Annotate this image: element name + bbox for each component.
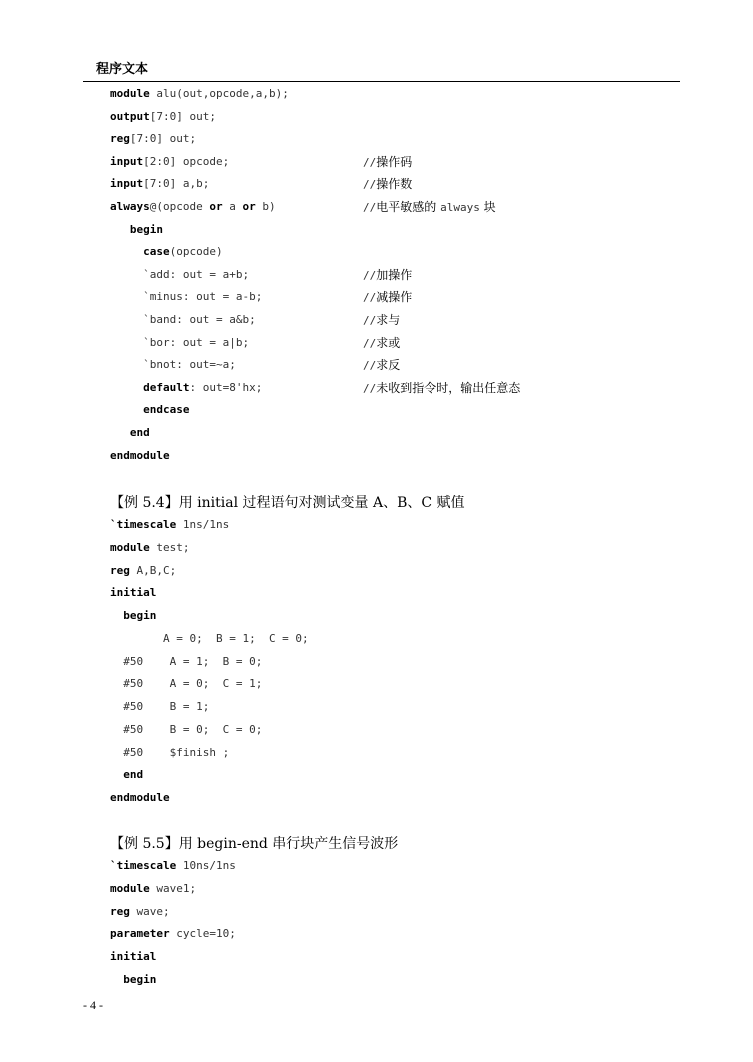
code-indent [110, 290, 143, 303]
code-indent [110, 768, 123, 781]
code-comment [363, 357, 400, 374]
code-line [110, 86, 289, 102]
code-line [110, 654, 262, 670]
header-rule [83, 81, 680, 82]
code-line [110, 699, 209, 715]
code-indent [110, 609, 123, 622]
code-keyword: default [143, 380, 190, 394]
code-text: #50 $finish ; [110, 745, 230, 759]
code-indent [110, 245, 143, 258]
code-line [110, 244, 223, 260]
comment-text: 未收到指令时，输出任意态 [376, 380, 521, 395]
code-indent [110, 403, 143, 416]
code-keyword: initial [110, 950, 157, 964]
code-text: [7:0] a,b; [143, 177, 210, 191]
code-keyword: reg [110, 132, 130, 146]
code-text: a [222, 200, 243, 213]
code-line [110, 540, 190, 556]
code-line [110, 767, 143, 783]
code-line [110, 222, 163, 238]
code-keyword: module [110, 881, 150, 895]
code-text: test; [149, 540, 190, 554]
code-line [110, 109, 216, 125]
code-text: alu(out,opcode,a,b); [149, 87, 289, 100]
code-line [110, 972, 156, 988]
code-comment [363, 289, 412, 306]
code-comment [363, 267, 412, 284]
comment-slash: // [363, 268, 377, 282]
code-indent [110, 426, 130, 439]
comment-text: 操作数 [376, 177, 413, 192]
code-keyword: module [110, 540, 150, 554]
code-line [110, 631, 309, 647]
code-text: [7:0] out; [129, 132, 197, 146]
code-text: #50 A = 0; C = 1; [110, 677, 263, 691]
code-keyword: input [110, 177, 144, 191]
comment-text: 求与 [376, 313, 401, 327]
code-keyword: module [110, 87, 150, 100]
comment-slash: // [363, 291, 377, 305]
code-keyword: end [123, 768, 144, 782]
code-text: `bnot: out=~a; [143, 358, 236, 372]
code-comment [363, 380, 520, 397]
code-indent [110, 336, 143, 349]
code-text: b) [255, 200, 276, 213]
code-text: A = 0; B = 1; C = 0; [110, 631, 309, 645]
comment-text: 操作码 [376, 154, 413, 169]
code-keyword: or [242, 200, 256, 213]
code-comment [363, 199, 496, 216]
code-text: @(opcode [149, 200, 210, 213]
code-keyword: parameter [110, 927, 170, 941]
code-line [110, 608, 156, 624]
code-text: A,B,C; [129, 563, 177, 577]
code-text: wave1; [149, 881, 197, 895]
code-text: wave; [129, 904, 170, 918]
code-keyword: end [129, 426, 150, 439]
code-line [110, 335, 249, 351]
code-text: `band: out = a&b; [143, 313, 256, 326]
code-text: : out=8'hx; [189, 380, 263, 394]
code-line [110, 722, 262, 738]
code-keyword: endmodule [110, 791, 170, 804]
code-keyword: endcase [143, 403, 190, 417]
code-line [110, 949, 156, 965]
code-keyword: reg [110, 563, 130, 577]
comment-slash: // [363, 314, 377, 327]
code-indent [110, 381, 143, 394]
comment-slash: // [363, 155, 377, 169]
code-keyword: `timescale [110, 518, 177, 531]
header-title: 程序文本 [96, 62, 149, 77]
code-indent [110, 268, 143, 281]
code-indent [110, 973, 123, 986]
code-keyword: case [143, 245, 170, 259]
code-keyword: always [110, 200, 150, 213]
code-text: `add: out = a+b; [143, 267, 250, 281]
code-line [110, 176, 209, 192]
code-text: #50 B = 1; [110, 700, 210, 713]
code-keyword: `timescale [110, 859, 177, 872]
code-line [110, 131, 196, 147]
code-indent [110, 223, 130, 236]
code-line [110, 380, 262, 396]
code-text: [7:0] out; [149, 109, 216, 123]
example-5-5-heading: 【例 5.5】用 begin-end 串行块产生信号波形 [110, 836, 399, 852]
code-line [110, 563, 176, 579]
code-keyword: or [209, 200, 223, 213]
code-text: `bor: out = a|b; [143, 335, 250, 349]
code-comment [363, 335, 400, 352]
code-line [110, 425, 150, 441]
page-number: - 4 - [83, 998, 103, 1012]
code-line [110, 904, 170, 920]
code-keyword: begin [123, 973, 157, 986]
comment-text: 求或 [376, 335, 401, 350]
code-text: (opcode) [169, 245, 223, 259]
code-line [110, 312, 256, 328]
code-line [110, 858, 236, 874]
code-line [110, 402, 189, 418]
code-keyword: reg [110, 904, 130, 918]
code-text: cycle=10; [169, 927, 236, 941]
code-line [110, 289, 262, 305]
code-keyword: initial [110, 586, 157, 600]
code-indent [110, 313, 143, 326]
code-keyword: output [110, 109, 150, 123]
code-text: `minus: out = a-b; [143, 290, 263, 304]
code-line [110, 448, 170, 464]
code-text: #50 A = 1; B = 0; [110, 654, 263, 668]
code-line [110, 517, 229, 533]
code-line [110, 267, 249, 283]
code-keyword: endmodule [110, 448, 170, 462]
code-line [110, 357, 236, 373]
code-text: #50 B = 0; C = 0; [110, 722, 263, 736]
comment-text: 求反 [376, 358, 401, 373]
code-comment [363, 176, 412, 193]
comment-text: 块 [479, 200, 496, 214]
comment-text: 加操作 [376, 267, 413, 282]
code-line [110, 199, 276, 215]
comment-code: always [440, 201, 480, 214]
code-line [110, 926, 236, 942]
code-line [110, 790, 170, 806]
code-indent [110, 358, 143, 371]
comment-slash: // [363, 359, 377, 373]
comment-slash: // [363, 178, 377, 192]
code-text: 10ns/1ns [176, 859, 236, 872]
code-line [110, 881, 196, 897]
code-text: 1ns/1ns [176, 518, 230, 531]
example-5-4-heading: 【例 5.4】用 initial 过程语句对测试变量 A、B、C 赋值 [110, 495, 465, 511]
code-keyword: begin [129, 222, 163, 236]
comment-slash: // [363, 201, 377, 214]
code-line [110, 676, 262, 692]
code-line [110, 585, 156, 601]
comment-slash: // [363, 336, 377, 350]
code-line [110, 745, 229, 761]
code-line [110, 154, 229, 170]
comment-slash: // [363, 381, 377, 395]
code-text: [2:0] opcode; [143, 154, 230, 168]
code-comment [363, 312, 400, 329]
code-keyword: begin [123, 609, 157, 622]
code-comment [363, 154, 412, 171]
comment-text: 电平敏感的 [376, 200, 441, 214]
comment-text: 减操作 [376, 290, 413, 305]
code-keyword: input [110, 154, 144, 168]
